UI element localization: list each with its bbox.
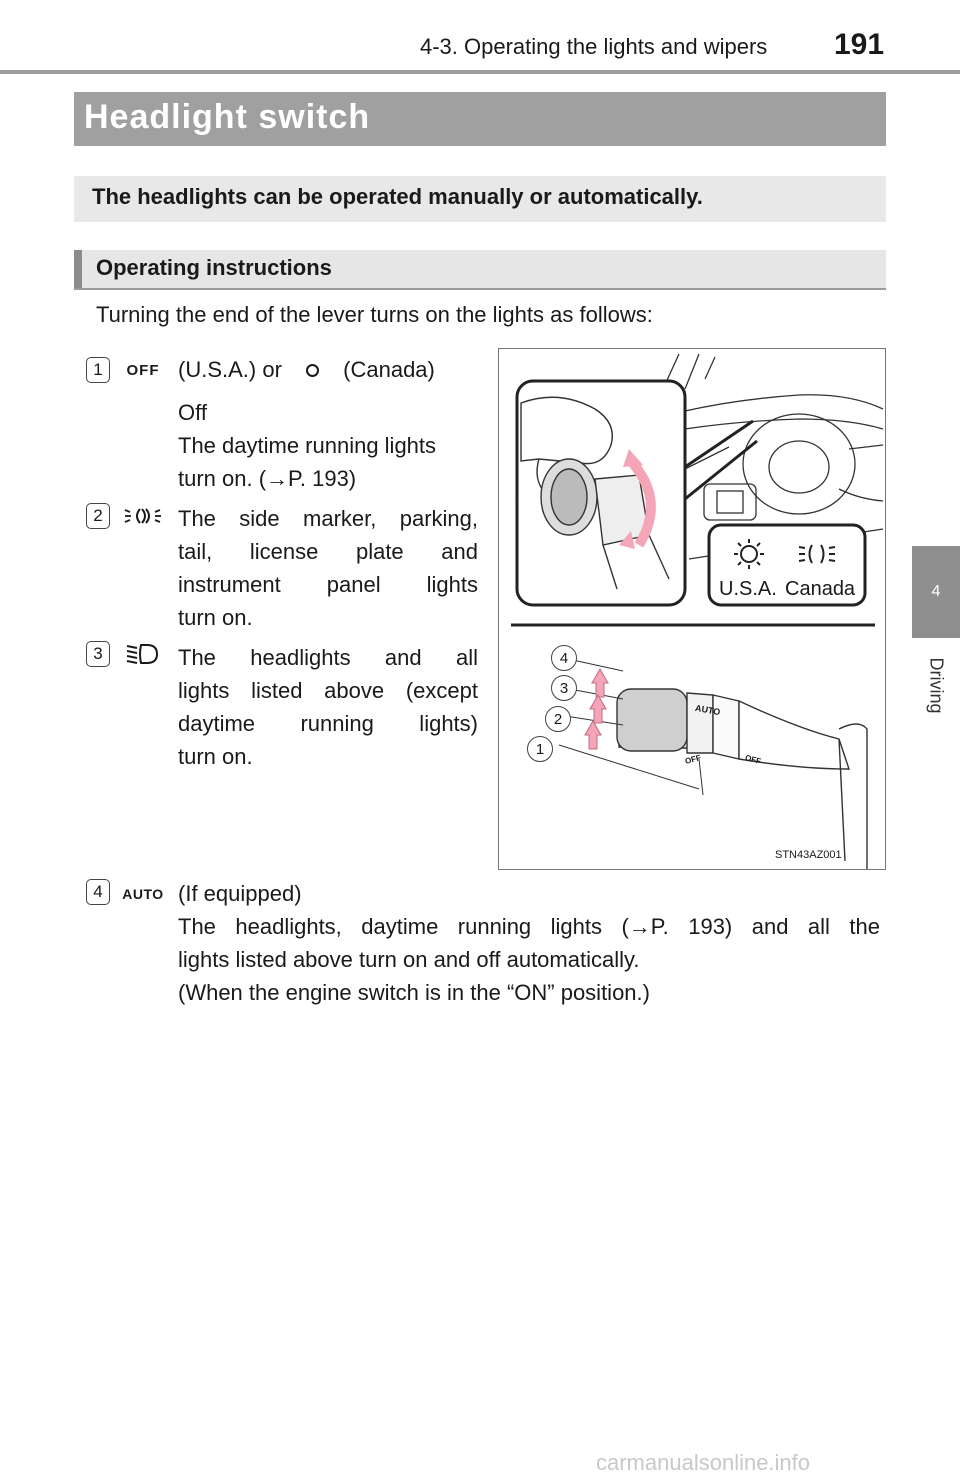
chapter-tab-label: Driving [926, 656, 947, 714]
lever-label-auto: AUTO [694, 702, 722, 718]
item-number-badge: 3 [86, 641, 110, 667]
chapter-tab-label-wrap [912, 640, 960, 730]
page-title: Headlight switch [84, 98, 371, 136]
subheading: Operating instructions [96, 255, 332, 280]
item-number-badge: 1 [86, 357, 110, 383]
lead-text: Turning the end of the lever turns on the lights as follows: [96, 302, 653, 327]
item-number-badge: 4 [86, 879, 110, 905]
figure-callout: 3 [551, 675, 577, 701]
item-line-text: tail, license plate and [178, 539, 478, 564]
item-2-text [178, 502, 478, 634]
off-icon-label: OFF [126, 361, 160, 379]
intro-text: The headlights can be operated manually or automatically. [92, 184, 703, 209]
headlight-switch-figure [498, 348, 886, 870]
chapter-tab-number: 4 [931, 583, 941, 600]
figure-code: STN43AZ001 [775, 849, 842, 861]
watermark: carmanualsonline.info [596, 1450, 811, 1475]
item-number-badge: 2 [86, 503, 110, 529]
chapter-tab[interactable] [912, 546, 960, 638]
item-line-text: lights listed above turn on and off automatically. [178, 947, 640, 972]
item-3-text [178, 641, 478, 773]
item-line-text: (U.S.A.) or [178, 357, 282, 382]
subheading-rule [74, 288, 886, 290]
headlights-icon [120, 641, 166, 667]
figure-callout: 4 [551, 645, 577, 671]
page-number: 191 [834, 28, 885, 61]
figure-callout: 2 [545, 706, 571, 732]
item-line-text: The side marker, parking, [178, 506, 478, 531]
section-title: 4-3. Operating the lights and wipers [420, 34, 768, 59]
auto-icon-label: AUTO [122, 886, 164, 902]
item-line-text: turn on. (→P. 193) [178, 466, 357, 491]
item-line-text: Off [178, 400, 207, 425]
item-line-text: (If equipped) [178, 881, 302, 906]
canada-off-icon [306, 364, 319, 377]
side-marker-lights-icon [120, 503, 166, 529]
item-line-text: (Canada) [343, 357, 435, 382]
off-icon [120, 357, 166, 383]
auto-icon [120, 881, 166, 907]
figure-label-usa: U.S.A. [719, 578, 777, 600]
item-1-text [178, 353, 468, 495]
item-line-text: instrument panel lights [178, 572, 478, 597]
item-line-text: The headlights, daytime running lights (→P. 193) and all the [178, 914, 880, 939]
figure-illustration [499, 349, 885, 869]
lever-label-off: OFF [684, 753, 702, 766]
item-line-text: turn on. [178, 605, 253, 630]
header-divider [0, 70, 960, 74]
item-line-text: The headlights and all [178, 645, 478, 670]
item-4-text [178, 877, 880, 1009]
figure-label-canada: Canada [785, 578, 856, 600]
item-line-text: daytime running lights) [178, 711, 478, 736]
item-line-text: lights listed above (except [178, 678, 478, 703]
item-line-text: (When the engine switch is in the “ON” position.) [178, 980, 650, 1005]
item-line-text: turn on. [178, 744, 253, 769]
item-line-text: The daytime running lights [178, 433, 437, 458]
item-line [178, 353, 468, 386]
figure-callout: 1 [527, 736, 553, 762]
lever-label-off-2: OFF [744, 753, 762, 766]
